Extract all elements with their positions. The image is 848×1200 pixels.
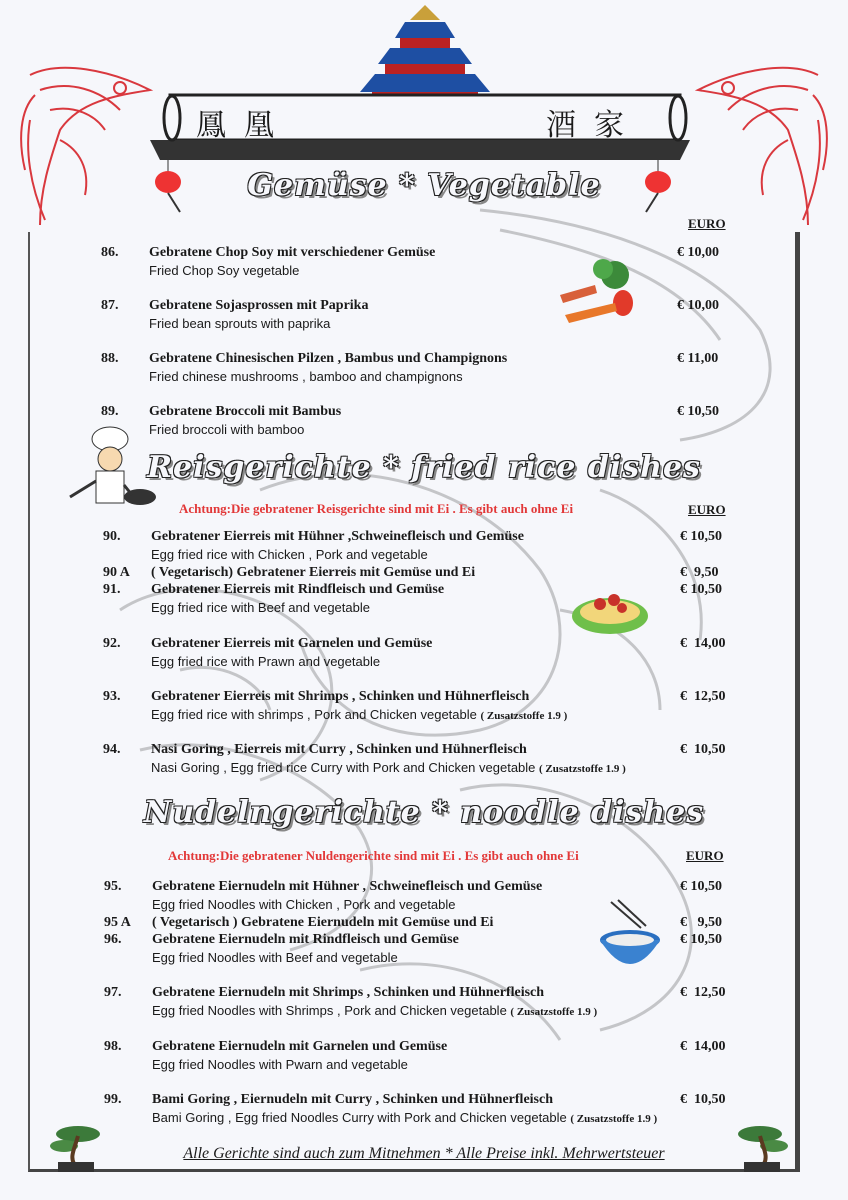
menu-item <box>0 932 848 972</box>
item-name-english <box>152 950 398 965</box>
menu-item <box>0 245 848 285</box>
item-name-german: Gebratene Eiernudeln mit Rindfleisch und Gemüse <box>152 932 459 947</box>
item-name-english <box>151 547 428 562</box>
additives-note: ( Zusatzstoffe 1.9 ) <box>510 1006 598 1018</box>
item-number: 97. <box>104 985 122 1000</box>
item-name-german: Gebratener Eierreis mit Rindfleisch und Gemüse <box>151 582 445 597</box>
menu-item <box>0 689 848 729</box>
item-description: Egg fried rice with Chicken , Pork and vegetable <box>151 547 428 562</box>
item-number: 90. <box>103 529 121 544</box>
item-name-german: Gebratene Eiernudeln mit Garnelen und Gemüse <box>152 1039 448 1054</box>
item-number: 91. <box>103 582 121 597</box>
section-title-vegetable: Gemüse * Vegetable <box>247 168 601 203</box>
menu-item <box>0 636 848 676</box>
footer-note: Alle Gerichte sind auch zum Mitnehmen * Alle Preise inkl. Mehrwertsteuer <box>183 1145 665 1162</box>
item-number: 86. <box>101 245 119 260</box>
menu-item <box>0 985 848 1025</box>
item-price: € 10,50 <box>680 1092 726 1107</box>
item-name-english <box>152 1110 657 1125</box>
notice-noodle: Achtung:Die gebratener Nuldengerichte sind mit Ei . Es gibt auch ohne Ei <box>168 848 579 863</box>
notice-rice: Achtung:Die gebratener Reisgerichte sind mit Ei . Es gibt auch ohne Ei <box>179 501 574 516</box>
item-name-german: ( Vegetarisch) Gebratener Eierreis mit Gemüse und Ei <box>151 565 476 580</box>
item-number: 90 A <box>103 565 130 580</box>
menu-item <box>0 1092 848 1132</box>
item-number: 89. <box>101 404 119 419</box>
item-name-english <box>151 654 380 669</box>
item-name-german: ( Vegetarisch ) Gebratene Eiernudeln mit Gemüse und Ei <box>152 915 494 930</box>
item-description: Nasi Goring , Egg fried rice Curry with Pork and Chicken vegetable <box>151 760 540 775</box>
item-name-english <box>151 707 567 722</box>
vegetables-icon <box>555 255 645 330</box>
item-name-german: Gebratener Eierreis mit Hühner ,Schweinefleisch und Gemüse <box>151 529 524 544</box>
item-number: 88. <box>101 351 119 366</box>
item-price: € 14,00 <box>680 1039 726 1054</box>
restaurant-name-right: 酒家 <box>546 108 642 143</box>
item-price: € 10,00 <box>677 245 719 260</box>
item-name-german: Gebratene Sojasprossen mit Paprika <box>149 298 369 313</box>
item-name-german: Gebratener Eierreis mit Garnelen und Gemüse <box>151 636 433 651</box>
item-description: Bami Goring , Egg fried Noodles Curry with Pork and Chicken vegetable <box>152 1110 571 1125</box>
item-name-german: Bami Goring , Eiernudeln mit Curry , Schinken und Hühnerfleisch <box>152 1092 553 1107</box>
menu-item <box>0 879 848 919</box>
item-number: 99. <box>104 1092 122 1107</box>
item-price: € 9,50 <box>680 565 719 580</box>
item-description: Fried chinese mushrooms , bamboo and champignons <box>149 369 463 384</box>
euro-header-vegetable: EURO <box>688 216 726 231</box>
spaghetti-plate-icon <box>570 580 650 640</box>
item-number: 87. <box>101 298 119 313</box>
item-name-english <box>151 760 626 775</box>
item-name-german: Gebratene Chop Soy mit verschiedener Gemüse <box>149 245 436 260</box>
item-price: € 10,50 <box>680 879 722 894</box>
item-description: Egg fried rice with Beef and vegetable <box>151 600 370 615</box>
item-number: 93. <box>103 689 121 704</box>
item-name-english <box>152 897 456 912</box>
additives-note: ( Zusatzstoffe 1.9 ) <box>480 710 568 722</box>
euro-header-rice: EURO <box>688 502 726 517</box>
item-description: Egg fried rice with shrimps , Pork and Chicken vegetable <box>151 707 481 722</box>
item-number: 94. <box>103 742 121 757</box>
item-description: Fried broccoli with bamboo <box>149 422 305 437</box>
section-title-rice: Reisgerichte * fried rice dishes <box>147 450 701 485</box>
item-number: 95 A <box>104 915 131 930</box>
menu-item <box>0 582 848 622</box>
item-number: 96. <box>104 932 122 947</box>
item-name-english <box>149 369 463 384</box>
euro-header-noodle: EURO <box>686 848 724 863</box>
item-description: Fried bean sprouts with paprika <box>149 316 331 331</box>
item-number: 92. <box>103 636 121 651</box>
item-price: € 14,00 <box>680 636 726 651</box>
item-name-english <box>149 422 304 437</box>
item-description: Egg fried Noodles with Beef and vegetable <box>152 950 398 965</box>
item-number: 95. <box>104 879 122 894</box>
item-name-german: Gebratene Broccoli mit Bambus <box>149 404 342 419</box>
item-name-german: Gebratener Eierreis mit Shrimps , Schinken und Hühnerfleisch <box>151 689 530 704</box>
item-description: Egg fried Noodles with Chicken , Pork and vegetable <box>152 897 456 912</box>
section-title-noodle: Nudelngerichte * noodle dishes <box>143 795 705 830</box>
menu-item <box>0 298 848 338</box>
item-price: € 10,50 <box>677 404 719 419</box>
item-price: € 10,50 <box>680 529 722 544</box>
item-description: Egg fried Noodles with Shrimps , Pork and Chicken vegetable <box>152 1003 511 1018</box>
menu-item <box>0 351 848 391</box>
item-name-german: Gebratene Eiernudeln mit Shrimps , Schinken und Hühnerfleisch <box>152 985 545 1000</box>
noodle-bowl-icon <box>596 898 666 978</box>
item-name-english <box>151 600 370 615</box>
item-description: Egg fried Noodles with Pwarn and vegetable <box>152 1057 408 1072</box>
item-name-german: Gebratene Chinesischen Pilzen , Bambus und Champignons <box>149 351 508 366</box>
item-description: Fried Chop Soy vegetable <box>149 263 300 278</box>
item-price: € 9,50 <box>680 915 722 930</box>
additives-note: ( Zusatzstoffe 1.9 ) <box>570 1113 658 1125</box>
item-price: € 10,50 <box>680 582 722 597</box>
additives-note: ( Zusatzstoffe 1.9 ) <box>539 763 626 775</box>
item-name-german: Nasi Goring , Eierreis mit Curry , Schinken und Hühnerfleisch <box>151 742 527 757</box>
restaurant-name-left: 鳳凰 <box>196 108 292 143</box>
item-price: € 10,50 <box>680 932 722 947</box>
item-price: € 10,00 <box>677 298 719 313</box>
menu-item <box>0 1039 848 1079</box>
item-price: € 10,50 <box>680 742 726 757</box>
menu-item <box>0 529 848 569</box>
item-name-english <box>152 1057 408 1072</box>
item-description: Egg fried rice with Prawn and vegetable <box>151 654 381 669</box>
item-price: € 12,50 <box>680 985 726 1000</box>
menu-item <box>0 742 848 782</box>
item-number: 98. <box>104 1039 122 1054</box>
item-name-english <box>152 1003 597 1018</box>
item-name-english <box>149 263 299 278</box>
item-price: € 12,50 <box>680 689 726 704</box>
item-price: € 11,00 <box>677 351 719 366</box>
item-name-english <box>149 316 330 331</box>
item-name-german: Gebratene Eiernudeln mit Hühner , Schweinefleisch und Gemüse <box>152 879 543 894</box>
